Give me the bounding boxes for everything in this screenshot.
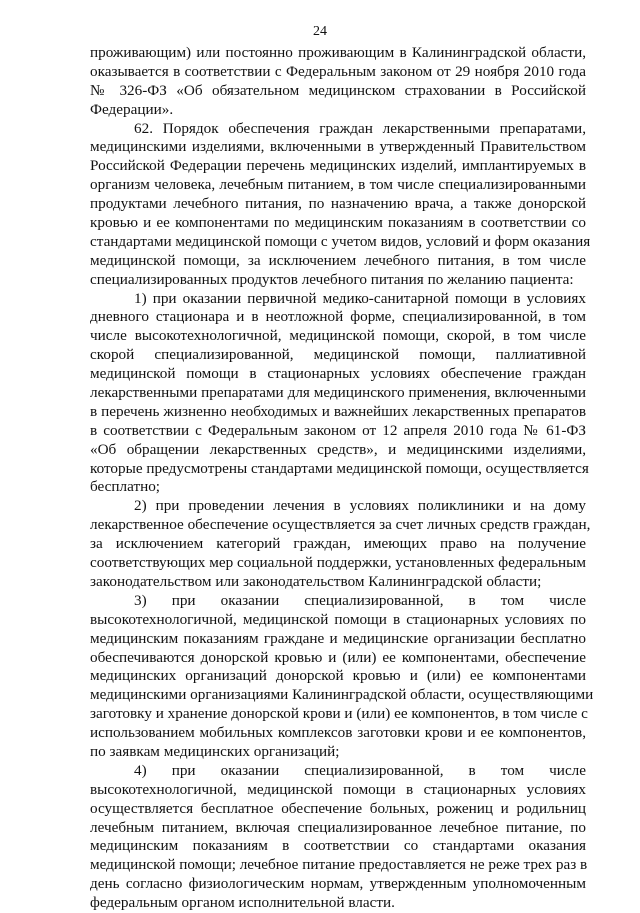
text-line: за исключением категорий граждан, имеющих право на получение xyxy=(90,535,586,553)
text-line: Федерации». xyxy=(90,100,174,118)
text-line: числе высокотехнологичной, медицинской помощи, скорой, в том числе xyxy=(90,327,586,345)
text-line: оказывается в соответствии с Федеральным законом от 29 ноября 2010 года xyxy=(90,62,586,80)
text-line: по заявкам медицинских организаций; xyxy=(90,742,340,760)
text-line: бесплатно; xyxy=(90,478,161,496)
text-line: федеральным органом исполнительной власти. xyxy=(90,894,395,912)
document-body xyxy=(90,44,594,913)
paragraph-p4 xyxy=(90,762,586,913)
text-line: организм человека, лечебным питанием, в том числе специализированными xyxy=(90,176,586,194)
text-line: день согласно физиологическим нормам, утвержденным уполномоченным xyxy=(90,875,586,893)
text-line: продуктами лечебного питания, по назначению врача, а также донорской xyxy=(90,195,586,213)
text-line: проживающим) или постоянно проживающим в Калининградской области, xyxy=(90,44,586,61)
paragraph-p3 xyxy=(90,591,594,762)
text-line: медицинским показаниям в соответствии со стандартами оказания xyxy=(90,837,586,855)
text-line: медицинскими организациями Калининградской области, осуществляющими xyxy=(90,686,594,704)
text-line: заготовку и хранение донорской крови и (или) ее компонентов, в том числе с xyxy=(90,705,588,723)
text-line: скорой специализированной, медицинской помощи, паллиативной xyxy=(90,346,586,364)
text-line: 2) при проведении лечения в условиях поликлиники и на дому xyxy=(134,497,586,515)
text-line: 4) при оказании специализированной, в том числе xyxy=(134,761,586,779)
text-line: использованием мобильных комплексов заготовки крови и ее компонентов, xyxy=(90,724,586,742)
text-line: высокотехнологичной, медицинской помощи в стационарных условиях по xyxy=(90,610,586,628)
text-line: законодательством или законодательством Калининградской области; xyxy=(90,572,542,590)
text-line: которые предусмотрены стандартами медицинской помощи, осуществляется xyxy=(90,459,589,477)
text-line: 62. Порядок обеспечения граждан лекарственными препаратами, xyxy=(134,119,586,137)
text-line: стандартами медицинской помощи с учетом видов, условий и форм оказания xyxy=(90,232,591,250)
text-line: в соответствии с Федеральным законом от 12 апреля 2010 года № 61-ФЗ xyxy=(90,421,586,439)
text-line: осуществляется бесплатное обеспечение больных, рожениц и родильниц xyxy=(90,799,586,817)
text-line: специализированных продуктов лечебного питания по желанию пациента: xyxy=(90,270,574,288)
text-line: № 326-ФЗ «Об обязательном медицинском страховании в Российской xyxy=(90,81,586,99)
paragraph-p2 xyxy=(90,497,591,591)
text-line: в перечень жизненно необходимых и важнейших лекарственных препаратов xyxy=(90,402,586,420)
text-line: медицинской помощи, за исключением лечебного питания, в том числе xyxy=(90,251,586,269)
text-line: медицинским показаниям граждане и медицинские организации бесплатно xyxy=(90,629,586,647)
text-line: лекарственное обеспечение осуществляется за счет личных средств граждан, xyxy=(90,516,591,534)
paragraph-p62 xyxy=(90,119,591,290)
text-line: 1) при оказании первичной медико-санитарной помощи в условиях xyxy=(134,289,586,307)
text-line: лечебным питанием, включая специализированное лечебное питание, по xyxy=(90,818,586,836)
text-line: медицинских организаций донорской кровью и (или) ее компонентами xyxy=(90,667,586,685)
text-line: обеспечиваются донорской кровью и (или) ее компонентами, обеспечение xyxy=(90,648,586,666)
paragraph-p1 xyxy=(90,289,589,498)
text-line: «Об обращении лекарственных средств», и медицинскими изделиями, xyxy=(90,440,586,458)
text-line: дневного стационара и в неотложной форме, специализированной, в том xyxy=(90,308,586,326)
text-line: медицинской помощи в стационарных условиях обеспечение граждан xyxy=(90,365,586,383)
text-line: лекарственными препаратами для медицинского применения, включенными xyxy=(90,384,586,402)
text-line: медицинской помощи; лечебное питание предоставляется не реже трех раз в xyxy=(90,856,588,874)
text-line: медицинскими изделиями, включенными в утвержденный Правительством xyxy=(90,138,586,156)
paragraph-p0 xyxy=(90,44,586,120)
text-line: кровью и ее компонентами по медицинским показаниям в соответствии со xyxy=(90,214,586,232)
text-line: 3) при оказании специализированной, в том числе xyxy=(134,591,586,609)
text-line: высокотехнологичной, медицинской помощи в стационарных условиях xyxy=(90,780,586,798)
text-line: соответствующих мер социальной поддержки, установленных федеральным xyxy=(90,554,586,572)
page-number: 24 xyxy=(313,24,327,39)
text-line: Российской Федерации перечень медицинских изделий, имплантируемых в xyxy=(90,157,586,175)
